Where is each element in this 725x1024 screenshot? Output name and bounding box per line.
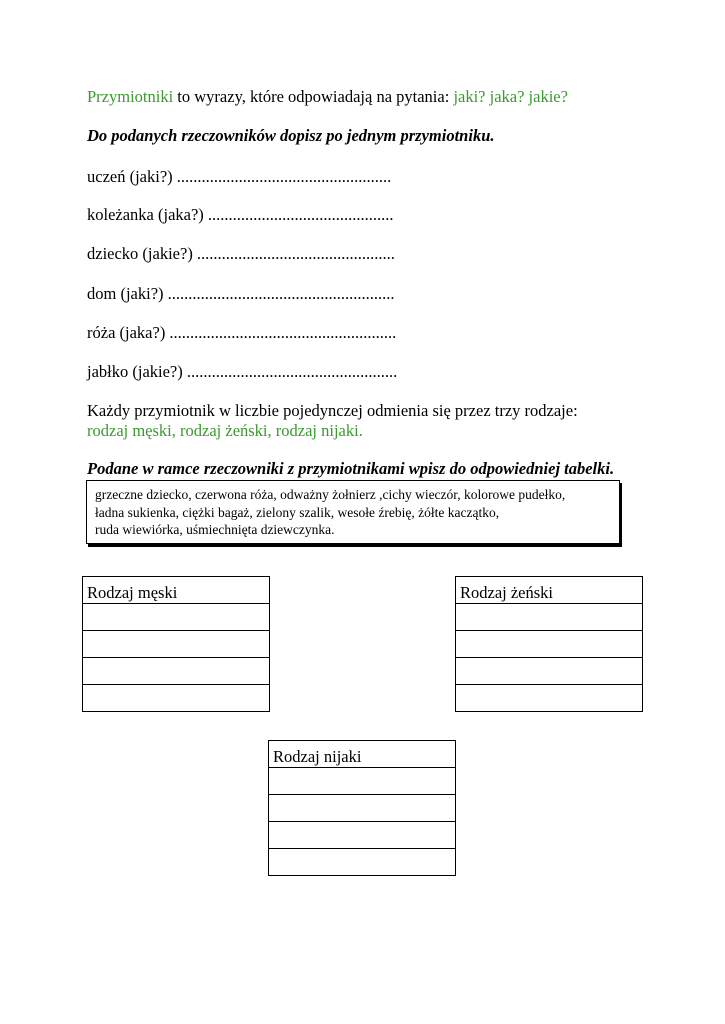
neuter-table-cell[interactable] (269, 822, 456, 849)
task-1-instruction: Do podanych rzeczowników dopisz po jednym przymiotniku. (87, 126, 495, 145)
neuter-table-cell[interactable] (269, 768, 456, 795)
feminine-table-cell[interactable] (456, 631, 643, 658)
term-adjectives: Przymiotniki (87, 87, 174, 106)
neuter-table-header: Rodzaj nijaki (269, 741, 456, 768)
masculine-table-cell[interactable] (83, 685, 270, 712)
exercise-line-2: koleżanka (jaka?) ............................................. (87, 205, 394, 224)
masculine-table-cell[interactable] (83, 604, 270, 631)
word-box-line-1: grzeczne dziecko, czerwona róża, odważny żołnierz ,cichy wieczór, kolorowe pudełko, (95, 487, 566, 502)
neuter-table-cell[interactable] (269, 795, 456, 822)
exercise-line-5: róża (jaka?) ....................................................... (87, 323, 397, 342)
word-box-line-2: ładna sukienka, ciężki bagaż, zielony szalik, wesołe źrebię, żółte kaczątko, (95, 504, 500, 520)
feminine-table-cell[interactable] (456, 685, 643, 712)
masculine-table (82, 576, 270, 712)
intro-middle-text: to wyrazy, które odpowiadają na pytania: (173, 87, 454, 106)
masculine-table-cell[interactable] (83, 658, 270, 685)
task-2-instruction: Podane w ramce rzeczowniki z przymiotnikami wpisz do odpowiedniej tabelki. (87, 459, 615, 478)
feminine-table-header: Rodzaj żeński (456, 577, 643, 604)
masculine-table-cell[interactable] (83, 631, 270, 658)
feminine-table-cell[interactable] (456, 658, 643, 685)
exercise-line-3: dziecko (jakie?) ................................................ (87, 244, 395, 263)
intro-sentence (87, 87, 568, 107)
masculine-table-header: Rodzaj męski (83, 577, 270, 604)
exercise-line-6: jabłko (jakie?) ................................................... (87, 362, 398, 381)
neuter-table-cell[interactable] (269, 849, 456, 876)
word-box-line-3: ruda wiewiórka, uśmiechnięta dziewczynka. (95, 522, 335, 537)
exercise-line-4: dom (jaki?) ....................................................... (87, 284, 395, 303)
word-box (86, 480, 620, 544)
rule-genders: rodzaj męski, rodzaj żeński, rodzaj nijaki. (87, 421, 363, 440)
neuter-table (268, 740, 456, 876)
feminine-table (455, 576, 643, 712)
rule-text: Każdy przymiotnik w liczbie pojedynczej odmienia się przez trzy rodzaje: (87, 401, 578, 420)
feminine-table-cell[interactable] (456, 604, 643, 631)
exercise-line-1: uczeń (jaki?) .................................................... (87, 167, 392, 186)
intro-questions: jaki? jaka? jakie? (453, 87, 568, 106)
